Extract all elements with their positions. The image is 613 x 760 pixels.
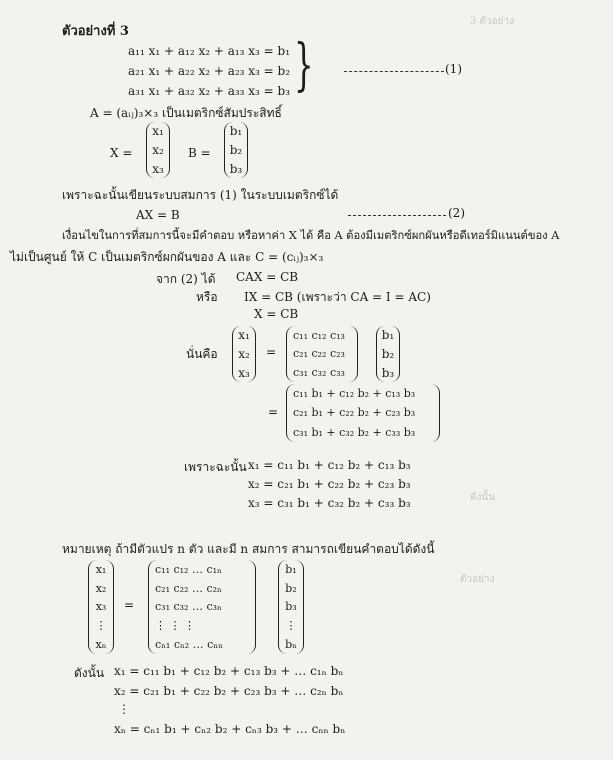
product-row: c₃₁ b₁ + c₃₂ b₂ + c₃₃ b₃ xyxy=(293,425,416,439)
ax-equals-b: AX = B xyxy=(136,208,180,222)
x-vector xyxy=(146,122,170,178)
from2-label: จาก (2) ได้ xyxy=(156,272,216,286)
gen-x-entry: ⋮ xyxy=(95,619,107,633)
condition-line-2: ไม่เป็นศูนย์ ให้ C เป็นเมตริกซ์ผกผันของ A และ C = (cᵢⱼ)₃×₃ xyxy=(10,250,324,264)
equation-row-1: a₁₁ x₁ + a₁₂ x₂ + a₁₃ x₃ = b₁ xyxy=(128,44,291,58)
x-entry: x₃ xyxy=(238,365,250,380)
a-definition: A = (aᵢⱼ)₃×₃ เป็นเมตริกซ์สัมประสิทธิ์ xyxy=(90,106,282,120)
x-label: X = xyxy=(110,146,133,160)
general-b-vector xyxy=(278,560,304,654)
matrix-form-text: เพราะฉะนั้นเขียนระบบสมการ (1) ในระบบเมตริกซ์ได้ xyxy=(62,188,339,202)
solution-row: x₃ = c₃₁ b₁ + c₃₂ b₂ + c₃₃ b₃ xyxy=(248,496,411,510)
solution-row: x₂ = c₂₁ b₁ + c₂₂ b₂ + c₂₃ b₃ xyxy=(248,477,411,491)
x-vector-2 xyxy=(232,326,256,382)
eq2-leader xyxy=(348,215,446,216)
ix-eq: IX = CB (เพราะว่า CA = I = AC) xyxy=(244,290,431,304)
equals-sign-2: = xyxy=(268,405,279,419)
bleed-text-2: ตัวอย่าง xyxy=(460,574,495,585)
gen-x-entry: x₃ xyxy=(95,600,107,614)
equals-sign: = xyxy=(266,345,277,359)
gen-b-entry: b₁ xyxy=(285,562,297,576)
b-entry: b₃ xyxy=(229,161,243,176)
system-brace: } xyxy=(294,33,314,98)
b-label: B = xyxy=(188,146,211,160)
b-entry: b₃ xyxy=(381,365,395,380)
cax-eq: CAX = CB xyxy=(236,270,299,284)
product-row: c₂₁ b₁ + c₂₂ b₂ + c₂₃ b₃ xyxy=(293,406,416,420)
equals-sign-3: = xyxy=(124,598,135,612)
equation-row-2: a₂₁ x₁ + a₂₂ x₂ + a₂₃ x₃ = b₂ xyxy=(128,64,291,78)
gen-solution-row: xₙ = cₙ₁ b₁ + cₙ₂ b₂ + cₙ₃ b₃ + … cₙₙ bₙ xyxy=(114,722,346,736)
gen-c-row: c₁₁ c₁₂ … c₁ₙ xyxy=(155,562,222,576)
product-row: c₁₁ b₁ + c₁₂ b₂ + c₁₃ b₃ xyxy=(293,387,416,401)
general-x-vector xyxy=(88,560,114,654)
x-cb-eq: X = CB xyxy=(254,307,299,321)
gen-x-entry: xₙ xyxy=(95,638,107,652)
x-entry: x₁ xyxy=(152,124,164,139)
bleed-text-1: 3 ตัวอย่าง xyxy=(470,16,515,27)
note-text: หมายเหตุ ถ้ามีตัวแปร n ตัว และมี n สมการ สามารถเขียนคำตอบได้ดังนี้ xyxy=(62,542,435,556)
b-vector xyxy=(224,122,248,178)
gen-solution-row: x₁ = c₁₁ b₁ + c₁₂ b₂ + c₁₃ b₃ + … c₁ₙ bₙ xyxy=(114,664,344,678)
b-entry: b₁ xyxy=(229,124,243,139)
hence-label: ดังนั้น xyxy=(74,666,105,680)
eq1-leader xyxy=(344,71,444,72)
gen-solution-row: x₂ = c₂₁ b₁ + c₂₂ b₂ + c₂₃ b₃ + … c₂ₙ bₙ xyxy=(114,684,344,698)
gen-solution-dots: ⋮ xyxy=(118,702,130,716)
eq2-tag: (2) xyxy=(448,206,465,220)
b-entry: b₂ xyxy=(381,346,395,361)
x-entry: x₃ xyxy=(152,161,164,176)
c-row: c₁₁ c₁₂ c₁₃ xyxy=(293,328,345,342)
c-matrix xyxy=(286,326,358,382)
general-c-matrix xyxy=(148,560,256,654)
b-entry: b₂ xyxy=(229,142,243,157)
c-row: c₃₁ c₃₂ c₃₃ xyxy=(293,366,345,380)
gen-b-entry: b₃ xyxy=(285,600,297,614)
gen-c-row: c₂₁ c₂₂ … c₂ₙ xyxy=(155,581,222,595)
gen-x-entry: x₁ xyxy=(95,562,107,576)
example-heading: ตัวอย่างที่ 3 xyxy=(62,24,129,39)
b-entry: b₁ xyxy=(381,328,395,343)
gen-c-row: ⋮ ⋮ ⋮ xyxy=(155,619,195,633)
or-label: หรือ xyxy=(196,290,218,304)
condition-line-1: เงื่อนไขในการที่สมการนี้จะมีคำตอบ หรือหาค่า X ได้ คือ A ต้องมีเมตริกซ์ผกผันหรือดีเทอร์มิแนนต์ของ A xyxy=(62,229,560,242)
c-row: c₂₁ c₂₂ c₂₃ xyxy=(293,347,345,361)
x-entry: x₂ xyxy=(152,142,164,157)
product-vector xyxy=(286,384,440,442)
gen-b-entry: bₙ xyxy=(285,638,297,652)
x-entry: x₂ xyxy=(238,346,250,361)
gen-b-entry: ⋮ xyxy=(285,619,297,633)
gen-c-row: c₃₁ c₃₂ … c₃ₙ xyxy=(155,600,222,614)
gen-c-row: cₙ₁ cₙ₂ … cₙₙ xyxy=(155,638,223,652)
bleed-text-3: ดังนั้น xyxy=(470,492,496,503)
solution-row: x₁ = c₁₁ b₁ + c₁₂ b₂ + c₁₃ b₃ xyxy=(248,458,411,472)
b-vector-2 xyxy=(376,326,400,382)
eq1-tag: (1) xyxy=(445,62,462,76)
therefore-label: เพราะฉะนั้น xyxy=(184,460,247,474)
gen-x-entry: x₂ xyxy=(95,581,107,595)
gen-b-entry: b₂ xyxy=(285,581,297,595)
x-entry: x₁ xyxy=(238,328,250,343)
equation-row-3: a₃₁ x₁ + a₃₂ x₂ + a₃₃ x₃ = b₃ xyxy=(128,84,291,98)
that-is-label: นั่นคือ xyxy=(186,347,218,361)
